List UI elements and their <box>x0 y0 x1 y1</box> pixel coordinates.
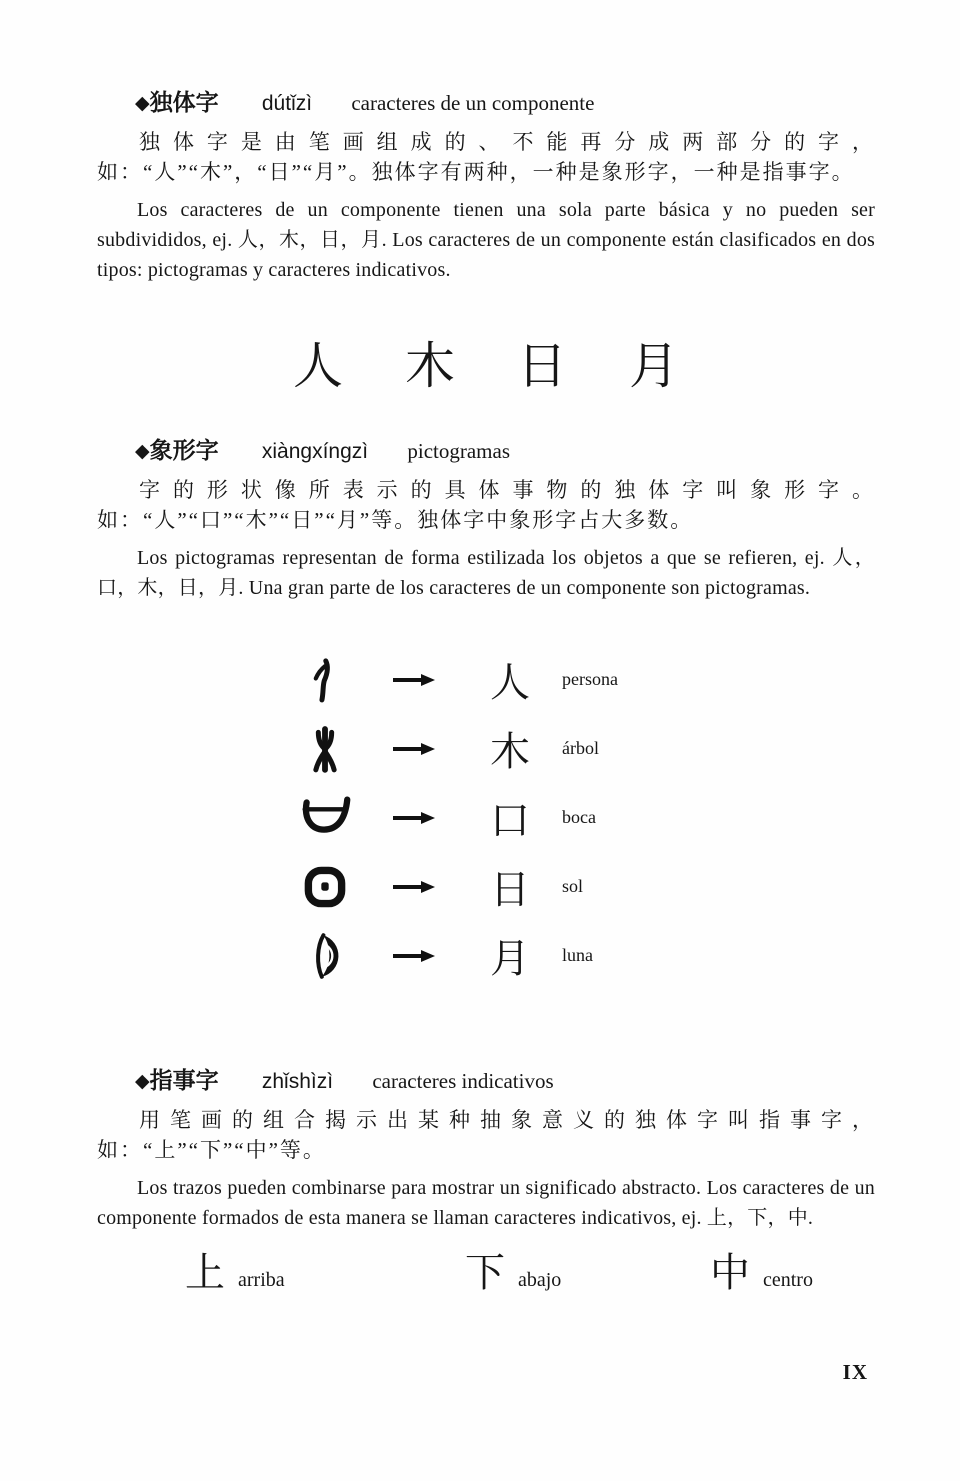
arrow-right-icon <box>392 645 436 714</box>
modern-character: 月 <box>490 936 530 981</box>
term-spanish: caracteres de un componente <box>351 91 595 115</box>
indicative-character: 上 <box>185 1250 225 1295</box>
pictogram-label: sol <box>562 876 584 896</box>
entry-heading <box>97 436 875 467</box>
pictogram-label: árbol <box>562 738 599 758</box>
paragraph-chinese: 用笔画的组合揭示出某种抽象意义的独体字叫指事字，如：“上”“下”“中”等。 <box>97 1108 875 1162</box>
indicative-label: centro <box>763 1269 813 1291</box>
indicative-example-arriba <box>185 1238 285 1308</box>
page-number: IX <box>842 1360 868 1384</box>
indicative-character: 下 <box>465 1250 505 1295</box>
term-spanish: caracteres indicativos <box>372 1069 554 1093</box>
term-pinyin: xiàngxíngzì <box>261 440 369 463</box>
paragraph-spanish: Los pictogramas representan de forma estilizada los objetos a que se refieren, ej. 人，口，木，日，月. Una gran parte de los caracteres de un componente son pictogramas. <box>97 547 875 599</box>
indicative-example-centro <box>710 1238 813 1308</box>
example-character: 人 <box>293 338 343 394</box>
pictogram-label: boca <box>562 807 596 827</box>
indicative-label: arriba <box>238 1269 285 1291</box>
indicative-example-abajo <box>465 1238 561 1308</box>
arrow-right-icon <box>392 783 436 852</box>
indicative-examples-row <box>97 1238 875 1308</box>
pictogram-row-mouth <box>97 783 875 852</box>
pictogram-row-sun <box>97 852 875 921</box>
pictogram-row-moon <box>97 921 875 990</box>
diamond-bullet-icon: ◆ <box>135 441 150 462</box>
modern-character: 口 <box>490 798 530 843</box>
term-chinese: 独体字 <box>149 90 219 115</box>
entry-zhishizi <box>97 1066 875 1233</box>
arrow-right-icon <box>392 852 436 921</box>
entry-heading <box>97 1066 875 1097</box>
entry-heading <box>97 88 875 119</box>
entry-dutizi <box>97 88 875 285</box>
arrow-right-icon <box>392 921 436 990</box>
entry-xiangxingzi <box>97 436 875 603</box>
pictogram-row-tree <box>97 714 875 783</box>
ancient-person-glyph <box>295 645 355 714</box>
term-pinyin: zhǐshìzì <box>261 1070 334 1093</box>
example-characters-row <box>97 328 875 396</box>
term-chinese: 指事字 <box>149 1068 219 1093</box>
pictogram-label: persona <box>562 669 618 689</box>
term-spanish: pictogramas <box>407 439 510 463</box>
indicative-label: abajo <box>518 1269 562 1291</box>
example-character: 月 <box>629 338 679 394</box>
arrow-right-icon <box>392 714 436 783</box>
pictogram-label: luna <box>562 945 593 965</box>
pictogram-diagram <box>97 645 875 993</box>
paragraph-chinese: 字的形状像所表示的具体事物的独体字叫象形字。如：“人”“口”“木”“日”“月”等。独体字中象形字占大多数。 <box>97 478 875 532</box>
paragraph-spanish: Los caracteres de un componente tienen una sola parte básica y no pueden ser subdivididos, ej. 人，木，日，月. Los caracteres de un componente están clasificados en dos tipos: pictogramas y caracteres indicativos. <box>97 199 875 281</box>
ancient-sun-glyph <box>295 852 355 921</box>
diamond-bullet-icon: ◆ <box>135 93 150 114</box>
modern-character: 日 <box>490 867 530 912</box>
paragraph-spanish: Los trazos pueden combinarse para mostrar un significado abstracto. Los caracteres de un componente formados de esta manera se llaman caracteres indicativos, ej. 上，下，中. <box>97 1177 875 1229</box>
ancient-tree-glyph <box>295 714 355 783</box>
modern-character: 木 <box>490 729 530 774</box>
modern-character: 人 <box>490 660 530 705</box>
example-character: 日 <box>517 338 567 394</box>
example-character: 木 <box>405 338 455 394</box>
paragraph-chinese: 独体字是由笔画组成的、不能再分成两部分的字，如：“人”“木”，“日”“月”。独体字有两种，一种是象形字，一种是指事字。 <box>97 130 875 184</box>
diamond-bullet-icon: ◆ <box>135 1071 150 1092</box>
term-chinese: 象形字 <box>149 438 219 463</box>
pictogram-row-person <box>97 645 875 714</box>
indicative-character: 中 <box>710 1250 750 1295</box>
term-pinyin: dútǐzì <box>261 92 313 115</box>
ancient-moon-glyph <box>295 921 355 990</box>
ancient-mouth-glyph <box>295 783 355 852</box>
